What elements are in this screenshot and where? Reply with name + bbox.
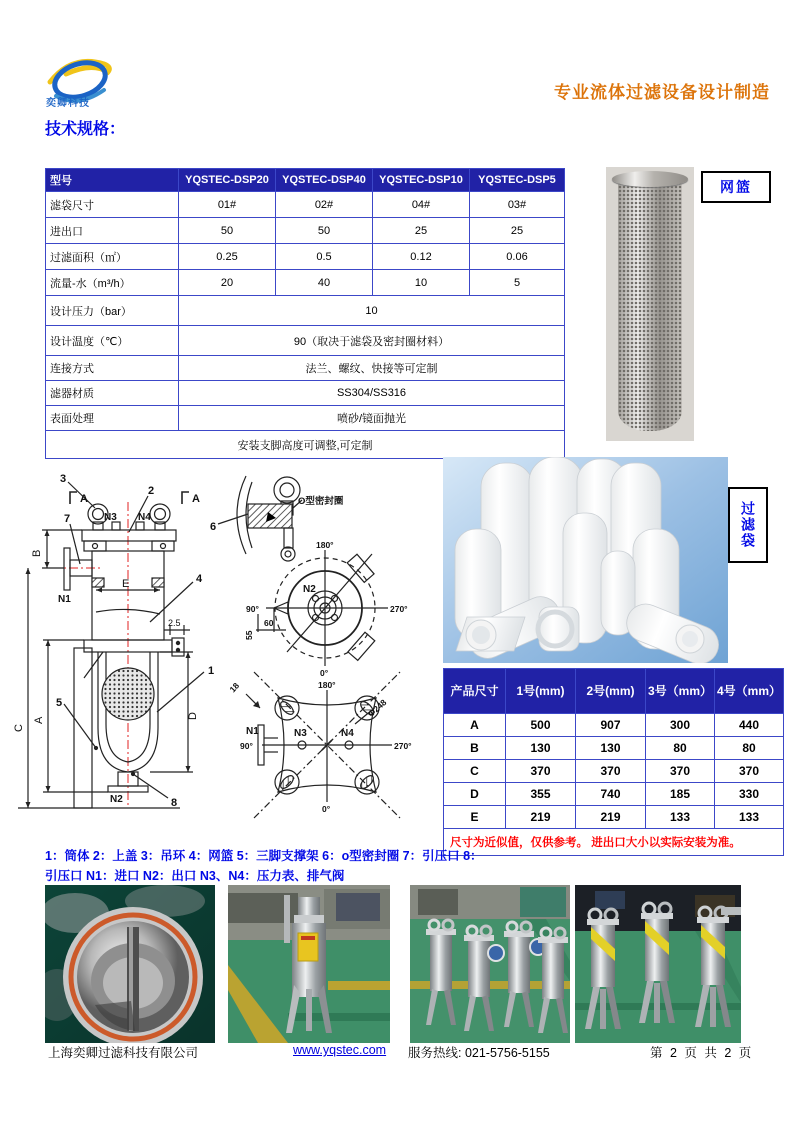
spec-col-model: 型号 [46, 169, 179, 192]
basket-photo [606, 167, 694, 441]
spec-table [45, 168, 565, 459]
oring-detail-label: O型密封圈 [298, 496, 344, 507]
part-6-label: 6 [210, 521, 217, 533]
table-row [46, 406, 565, 431]
nozzle-n4-label: N4 [341, 728, 354, 739]
table-row [46, 381, 565, 406]
cell: 02# [276, 192, 373, 218]
row-label: 滤袋尺寸 [46, 192, 179, 218]
footer-page-number: 第 2 页 共 2 页 [650, 1046, 754, 1060]
nozzle-n2-label: N2 [110, 794, 123, 805]
cell: 04# [373, 192, 470, 218]
dim-e-label: E [122, 578, 130, 590]
cell: 740 [576, 783, 646, 806]
row-label: B [444, 737, 506, 760]
row-label: 表面处理 [46, 406, 179, 431]
footer-company: 上海奕卿过滤科技有限公司 [48, 1046, 199, 1060]
photo-filter-trio [575, 885, 741, 1043]
dim-a-label: A [33, 716, 45, 724]
row-label: A [444, 714, 506, 737]
cell: 0.5 [276, 244, 373, 270]
spec-footer-note: 安装支脚高度可调整,可定制 [46, 431, 565, 459]
dim-col-3: 3号（mm） [646, 669, 715, 714]
table-row [46, 431, 565, 459]
cell: 0.12 [373, 244, 470, 270]
nozzle-n1-label: N1 [58, 594, 71, 605]
dim-c-label: C [13, 724, 25, 732]
spec-col-dsp20: YQSTEC-DSP20 [179, 169, 276, 192]
cell: 130 [506, 737, 576, 760]
page-title: 技术规格： [45, 121, 126, 138]
table-row [46, 192, 565, 218]
cell: 907 [576, 714, 646, 737]
basket-body [618, 181, 682, 431]
part-2-label: 2 [148, 485, 155, 497]
part-4-label: 4 [196, 573, 203, 585]
dim-55-label: 55 [244, 630, 254, 640]
angle-180-label: 180° [316, 540, 334, 550]
photo-open-housing [45, 885, 215, 1043]
table-row [444, 737, 784, 760]
basket-label: 网篮 [701, 171, 771, 203]
cell: 20 [179, 270, 276, 296]
dim-col-1: 1号(mm) [506, 669, 576, 714]
dim-dia248-label: Φ248 [365, 697, 389, 719]
dim-col-2: 2号(mm) [576, 669, 646, 714]
dim-d-label: D [187, 712, 199, 720]
row-label: 设计压力（bar） [46, 296, 179, 326]
row-label: 设计温度（℃） [46, 326, 179, 356]
cell: 10 [179, 296, 565, 326]
cell: 370 [715, 760, 784, 783]
photo-filter-group [410, 885, 570, 1043]
dim-col-4: 4号（mm） [715, 669, 784, 714]
cell: 25 [470, 218, 565, 244]
dim-60-label: 60 [264, 618, 274, 628]
cell: 25 [373, 218, 470, 244]
cell: 133 [646, 806, 715, 829]
cell: 500 [506, 714, 576, 737]
nozzle-n2-label: N2 [303, 584, 316, 595]
table-row [46, 244, 565, 270]
row-label: 连接方式 [46, 356, 179, 381]
logo-text: 奕卿科技 [46, 98, 90, 109]
row-label: 进出口 [46, 218, 179, 244]
angle-180-label: 180° [318, 680, 336, 690]
cell: 300 [646, 714, 715, 737]
cell: 0.06 [470, 244, 565, 270]
part-5-label: 5 [56, 697, 63, 709]
parts-caption-line2: 引压口 N1：进口 N2：出口 N3、N4：压力表、排气阀 [45, 869, 345, 883]
nozzle-n4-label: N4 [138, 512, 151, 523]
footer-hotline: 服务热线: 021-5756-5155 [408, 1046, 550, 1060]
part-7-label: 7 [64, 513, 71, 525]
cell: 40 [276, 270, 373, 296]
table-row [444, 714, 784, 737]
basket-flange [612, 171, 688, 187]
spec-col-dsp40: YQSTEC-DSP40 [276, 169, 373, 192]
cell: 03# [470, 192, 565, 218]
section-marker-a: A [80, 493, 88, 505]
dimension-table [443, 668, 784, 856]
dim-table-note: 尺寸为近似值，仅供参考。 进出口大小以实际安装为准。 [444, 829, 784, 856]
part-1-label: 1 [208, 665, 215, 677]
part-3-label: 3 [60, 473, 67, 485]
cell: 01# [179, 192, 276, 218]
dim-header-row [444, 669, 784, 714]
table-row [444, 760, 784, 783]
filter-bags-photo [443, 457, 728, 663]
cell: 440 [715, 714, 784, 737]
cell: 50 [276, 218, 373, 244]
nozzle-n3-label: N3 [294, 728, 307, 739]
row-label: C [444, 760, 506, 783]
cell: 370 [576, 760, 646, 783]
table-row [46, 326, 565, 356]
cell: 法兰、螺纹、快接等可定制 [179, 356, 565, 381]
row-label: 流量-水（m³/h） [46, 270, 179, 296]
cell: 0.25 [179, 244, 276, 270]
angle-90-label: 90° [240, 741, 253, 751]
spec-col-dsp10: YQSTEC-DSP10 [373, 169, 470, 192]
nozzle-n3-label: N3 [104, 512, 117, 523]
cell: 5 [470, 270, 565, 296]
angle-0-label: 0° [322, 804, 331, 814]
row-label: 滤器材质 [46, 381, 179, 406]
row-label: E [444, 806, 506, 829]
angle-0-label: 0° [320, 668, 329, 678]
section-marker-a: A [192, 493, 200, 505]
dim-col-size: 产品尺寸 [444, 669, 506, 714]
cell: 133 [715, 806, 784, 829]
nozzle-n1-label: N1 [246, 726, 259, 737]
cell: 370 [646, 760, 715, 783]
cell: 10 [373, 270, 470, 296]
angle-270-label: 270° [390, 604, 408, 614]
row-label: 过滤面积（㎡） [46, 244, 179, 270]
cell: 80 [646, 737, 715, 760]
cell: 喷砂/镜面抛光 [179, 406, 565, 431]
table-row [46, 218, 565, 244]
cell: 185 [646, 783, 715, 806]
angle-90-label: 90° [246, 604, 259, 614]
technical-drawing [0, 462, 440, 854]
angle-270-label: 270° [394, 741, 412, 751]
spec-col-dsp5: YQSTEC-DSP5 [470, 169, 565, 192]
cell: 219 [506, 806, 576, 829]
part-8-label: 8 [171, 797, 178, 809]
photo-single-filter [228, 885, 390, 1043]
cell: 50 [179, 218, 276, 244]
dim-25-label: 2.5 [168, 618, 181, 628]
row-label: D [444, 783, 506, 806]
cell: SS304/SS316 [179, 381, 565, 406]
table-row [46, 356, 565, 381]
cell: 355 [506, 783, 576, 806]
dim-b-label: B [31, 549, 43, 557]
cell: 90（取决于滤袋及密封圈材料） [179, 326, 565, 356]
header-slogan: 专业流体过滤设备设计制造 [554, 83, 770, 102]
cell: 219 [576, 806, 646, 829]
table-row [46, 296, 565, 326]
footer-website-link[interactable]: www.yqstec.com [293, 1043, 387, 1057]
table-row [444, 783, 784, 806]
parts-caption-line1: 1：筒体 2：上盖 3：吊环 4：网篮 5：三脚支撑架 6：o型密封圈 7：引压口 8： [45, 849, 483, 863]
filter-bag-label: 过滤袋 [728, 487, 768, 563]
table-row [444, 806, 784, 829]
table-row [46, 270, 565, 296]
cell: 370 [506, 760, 576, 783]
cell: 130 [576, 737, 646, 760]
cell: 330 [715, 783, 784, 806]
cell: 80 [715, 737, 784, 760]
spec-header-row [46, 169, 565, 192]
dim-18-label: 18 [227, 680, 242, 695]
